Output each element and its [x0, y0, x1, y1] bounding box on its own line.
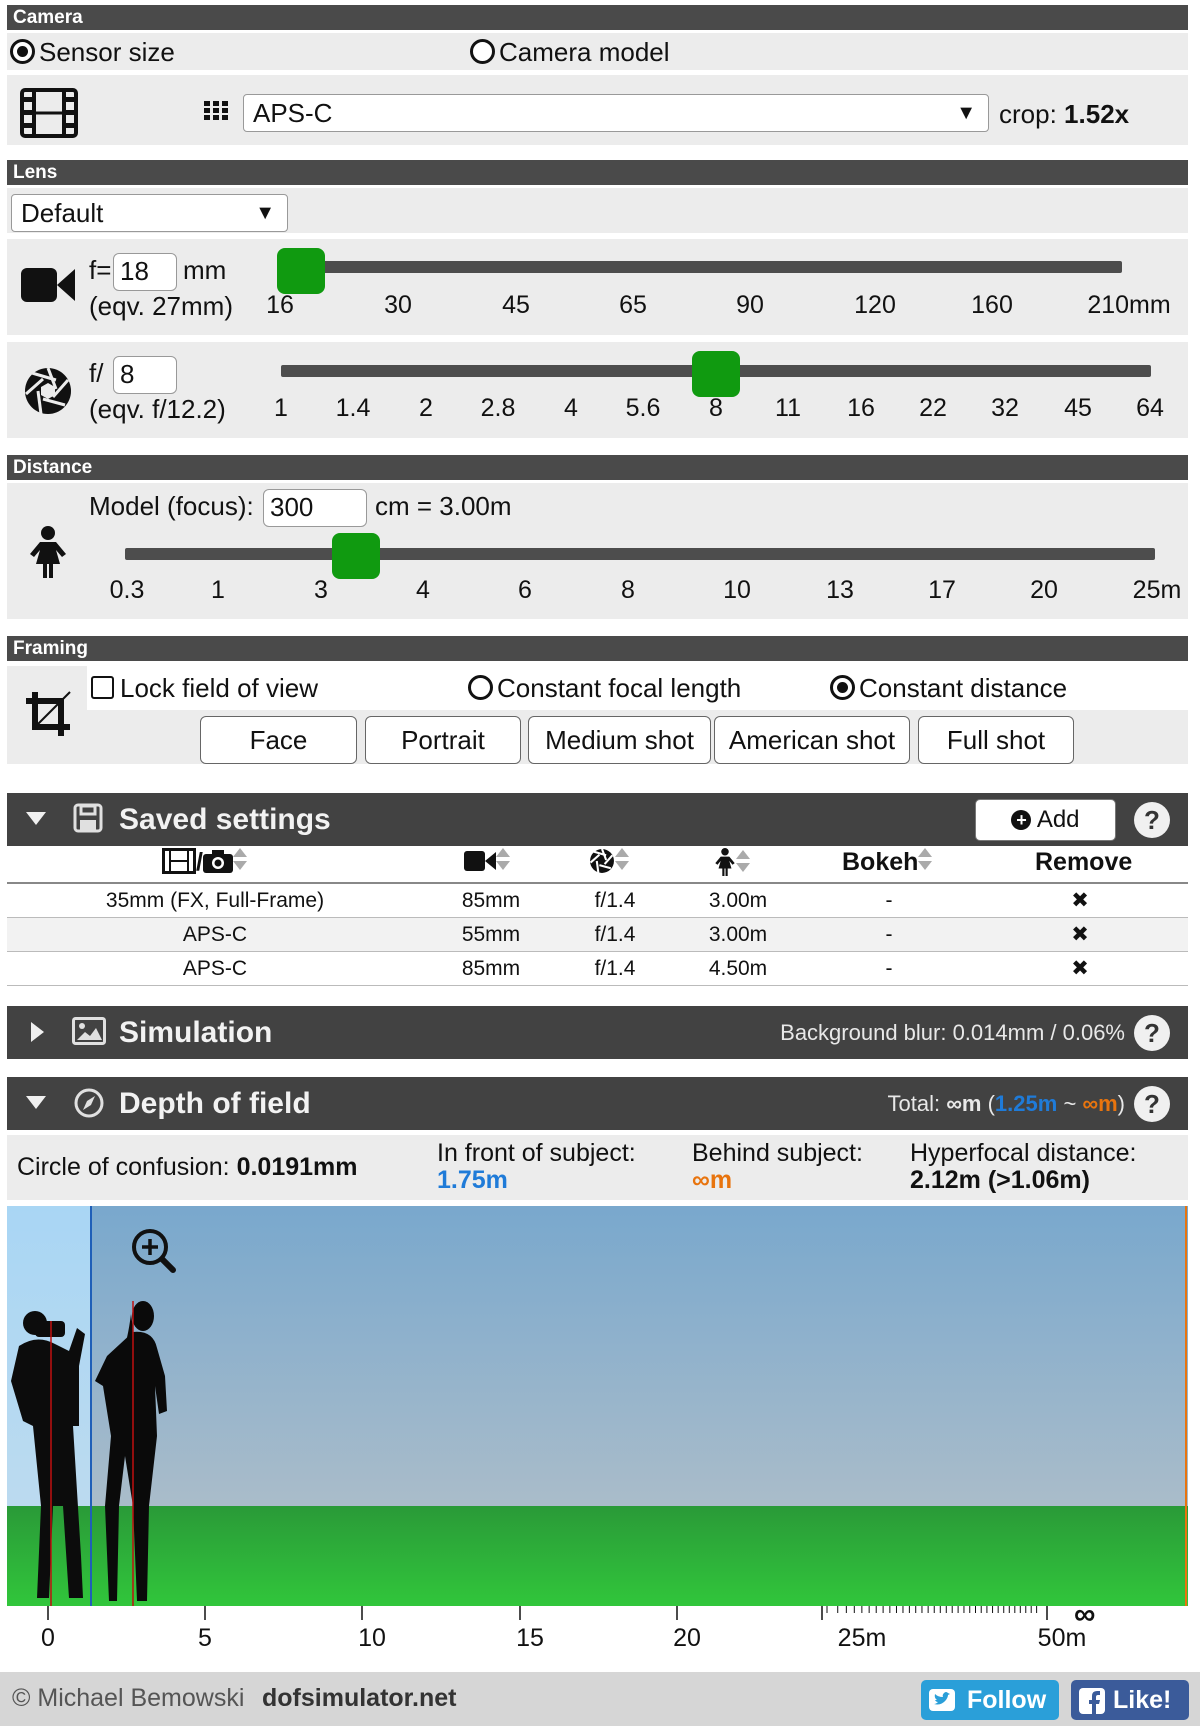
range-separator: ~	[1063, 1091, 1077, 1116]
behind-value: ∞m	[692, 1166, 733, 1194]
add-label: Add	[1036, 806, 1080, 833]
sort-focal-column[interactable]	[464, 848, 510, 877]
radio-unchecked-icon	[470, 39, 495, 64]
aperture-slider-thumb[interactable]	[692, 351, 740, 397]
distance-panel	[7, 483, 1188, 619]
front-label: In front of subject:	[437, 1139, 636, 1167]
medium-shot-button[interactable]: Medium shot	[528, 716, 711, 764]
infinity-label: ∞	[1074, 1598, 1096, 1631]
tick-label: 90	[736, 291, 764, 319]
sort-bokeh-column[interactable]	[842, 848, 932, 877]
remove-row-icon[interactable]: ✖	[1071, 957, 1089, 980]
lock-fov-checkbox[interactable]	[91, 673, 318, 704]
aperture-prefix: f/	[89, 358, 104, 388]
hyperfocal-label: Hyperfocal distance:	[910, 1139, 1137, 1167]
add-setting-button[interactable]	[975, 799, 1116, 841]
image-icon	[72, 1017, 106, 1045]
tick-label: 45	[502, 291, 530, 319]
distance-label: Model (focus):	[89, 491, 254, 521]
tick-label: 4	[416, 576, 430, 604]
camera-icon	[203, 849, 233, 873]
camera-model-radio[interactable]	[470, 37, 670, 68]
tick-label: 10	[723, 576, 751, 604]
aperture-icon	[23, 366, 73, 416]
row-distance: 3.00m	[708, 889, 768, 912]
distance-slider[interactable]	[125, 548, 1155, 560]
distance-input[interactable]: 300	[263, 489, 367, 527]
american-shot-button[interactable]: American shot	[714, 716, 910, 764]
background-blur-text: Background blur: 0.014mm / 0.06%	[780, 1020, 1125, 1045]
facebook-icon	[1079, 1688, 1105, 1714]
radio-checked-icon	[10, 39, 35, 64]
tick-label: 5.6	[625, 394, 661, 422]
ruler-label: 50m	[1037, 1624, 1087, 1652]
bokeh-column-label: Bokeh	[842, 848, 919, 876]
sort-arrows-icon	[736, 850, 750, 874]
dof-info-panel	[7, 1135, 1188, 1200]
constant-focal-label: Constant focal length	[497, 673, 742, 703]
dof-title: Depth of field	[119, 1087, 311, 1120]
constant-focal-radio[interactable]	[468, 673, 741, 704]
behind-label: Behind subject:	[692, 1139, 863, 1167]
row-sensor: APS-C	[182, 923, 248, 946]
focal-length-panel	[7, 239, 1188, 335]
sort-arrows-icon	[615, 848, 629, 872]
coc-info	[17, 1153, 358, 1182]
footer	[0, 1672, 1200, 1726]
row-focal: 85mm	[461, 889, 521, 912]
row-aperture: f/1.4	[594, 923, 636, 946]
framing-header: Framing	[7, 636, 1188, 661]
distance-slider-thumb[interactable]	[332, 533, 380, 579]
remove-column-label: Remove	[1035, 848, 1133, 876]
person-icon	[29, 526, 67, 578]
near-limit: 1.25m	[994, 1091, 1058, 1116]
sensor-select-value: APS-C	[253, 98, 333, 128]
aperture-equivalent: (eqv. f/12.2)	[89, 394, 226, 424]
like-label: Like!	[1113, 1686, 1172, 1714]
sensor-size-label: Sensor size	[39, 37, 175, 67]
focal-length-input[interactable]: 18	[113, 253, 177, 291]
row-distance: 4.50m	[708, 957, 768, 980]
dof-header[interactable]	[7, 1077, 1188, 1130]
saved-settings-title: Saved settings	[119, 803, 331, 836]
tick-label: 0.3	[109, 576, 145, 604]
tick-label: 11	[775, 394, 801, 422]
tick-label: 3	[314, 576, 328, 604]
copyright-text: © Michael Bemowski	[12, 1684, 245, 1712]
ruler-label: 15	[516, 1624, 544, 1652]
tick-label: 22	[919, 394, 947, 422]
row-focal: 55mm	[461, 923, 521, 946]
tick-label: 13	[826, 576, 854, 604]
radio-checked-icon	[830, 675, 855, 700]
total-label: Total:	[887, 1091, 941, 1116]
sort-sensor-column[interactable]: /	[162, 848, 247, 877]
person-icon	[714, 848, 736, 876]
focal-equivalent: (eqv. 27mm)	[89, 291, 233, 321]
lens-preset-select[interactable]	[11, 194, 288, 232]
tick-label: 210mm	[1087, 291, 1171, 319]
total-value: ∞m	[946, 1091, 982, 1116]
checkbox-icon	[91, 676, 114, 699]
crop-value: 1.52x	[1064, 99, 1130, 129]
camera-mode-panel	[7, 33, 1188, 70]
plus-circle-icon: +	[1011, 810, 1031, 830]
focal-prefix: f=	[89, 255, 112, 285]
tick-label: 6	[518, 576, 532, 604]
tick-label: 4	[564, 394, 578, 422]
sort-arrows-icon	[918, 848, 932, 872]
full-shot-button[interactable]: Full shot	[918, 716, 1074, 764]
tick-label: 64	[1136, 394, 1164, 422]
tick-label: 16	[266, 291, 294, 319]
film-icon	[20, 88, 78, 138]
tick-label: 2.8	[480, 394, 516, 422]
tick-label: 45	[1064, 394, 1092, 422]
tick-label: 160	[971, 291, 1013, 319]
sensor-select[interactable]	[243, 94, 989, 132]
lock-fov-label: Lock field of view	[120, 673, 318, 703]
simulation-title: Simulation	[119, 1016, 273, 1049]
ruler-label: 25m	[837, 1624, 887, 1652]
distance-unit: cm = 3.00m	[375, 491, 512, 521]
tick-label: 1	[211, 576, 225, 604]
dof-total: Total: ∞m (1.25m ~ ∞m)	[887, 1091, 1125, 1116]
aperture-input[interactable]: 8	[113, 356, 177, 394]
sort-aperture-column[interactable]	[589, 848, 629, 877]
aperture-icon	[589, 848, 615, 874]
twitter-follow-button[interactable]	[921, 1680, 1059, 1720]
simulation-help-icon[interactable]: ?	[1134, 1015, 1170, 1051]
remove-row-icon[interactable]: ✖	[1071, 923, 1089, 946]
tick-label: 2	[419, 394, 433, 422]
crop-label: crop:	[999, 99, 1057, 129]
tick-label: 16	[847, 394, 875, 422]
focal-unit: mm	[183, 255, 227, 285]
radio-unchecked-icon	[468, 675, 493, 700]
dof-help-icon[interactable]: ?	[1134, 1086, 1170, 1122]
sort-arrows-icon	[233, 848, 247, 872]
table-row	[7, 952, 1188, 986]
row-bokeh: -	[885, 957, 893, 980]
video-camera-icon	[464, 849, 496, 873]
coc-label: Circle of confusion:	[17, 1153, 230, 1181]
follow-label: Follow	[967, 1686, 1047, 1714]
tick-label: 8	[709, 394, 723, 422]
twitter-icon	[929, 1689, 955, 1711]
constant-distance-label: Constant distance	[859, 673, 1068, 703]
collapse-triangle-icon[interactable]	[26, 812, 46, 826]
crop-icon	[24, 690, 72, 738]
row-aperture: f/1.4	[594, 889, 636, 912]
row-bokeh: -	[885, 923, 893, 946]
dropdown-arrow-icon: ▼	[255, 202, 275, 224]
tick-label: 65	[619, 291, 647, 319]
compass-icon	[73, 1087, 105, 1119]
remove-row-icon[interactable]: ✖	[1071, 889, 1089, 912]
focal-length-slider[interactable]	[277, 261, 1122, 273]
ruler-label: 10	[358, 1624, 386, 1652]
collapse-triangle-icon[interactable]	[26, 1096, 46, 1110]
focal-length-slider-thumb[interactable]	[277, 248, 325, 294]
ruler-label: 5	[198, 1624, 212, 1652]
ruler-label: 0	[41, 1624, 55, 1652]
row-aperture: f/1.4	[594, 957, 636, 980]
row-focal: 85mm	[461, 957, 521, 980]
ruler-label: 20	[673, 1624, 701, 1652]
sensor-panel	[7, 75, 1188, 145]
row-bokeh: -	[885, 889, 893, 912]
lens-header: Lens	[7, 160, 1188, 185]
row-distance: 3.00m	[708, 923, 768, 946]
saved-settings-header[interactable]	[7, 793, 1188, 846]
tick-label: 32	[991, 394, 1019, 422]
front-value: 1.75m	[437, 1166, 508, 1194]
table-row	[7, 918, 1188, 952]
row-sensor: APS-C	[182, 957, 248, 980]
hyperfocal-value: 2.12m (>1.06m)	[910, 1166, 1090, 1194]
expand-triangle-icon[interactable]	[31, 1022, 45, 1042]
row-sensor: 35mm (FX, Full-Frame)	[105, 889, 325, 912]
camera-model-label: Camera model	[499, 37, 670, 67]
crop-factor	[999, 99, 1129, 130]
tick-label: 8	[621, 576, 635, 604]
aperture-panel	[7, 342, 1188, 438]
saved-help-icon[interactable]: ?	[1134, 802, 1170, 838]
tick-label: 1	[274, 394, 288, 422]
tick-label: 30	[384, 291, 412, 319]
site-link[interactable]: dofsimulator.net	[262, 1684, 457, 1712]
tick-label: 120	[854, 291, 896, 319]
camera-header: Camera	[7, 5, 1188, 30]
dof-scene[interactable]	[7, 1206, 1188, 1606]
simulation-header[interactable]	[7, 1006, 1188, 1059]
face-button[interactable]: Face	[200, 716, 357, 764]
table-row	[7, 884, 1188, 918]
sensor-size-radio[interactable]	[10, 37, 175, 68]
constant-distance-radio[interactable]	[830, 673, 1067, 704]
sort-distance-column[interactable]	[714, 848, 750, 879]
tick-label: 17	[928, 576, 956, 604]
sort-arrows-icon	[496, 848, 510, 872]
tick-label: 1.4	[335, 394, 371, 422]
distance-header: Distance	[7, 455, 1188, 480]
portrait-button[interactable]: Portrait	[365, 716, 521, 764]
video-camera-icon	[21, 265, 75, 305]
film-icon	[162, 848, 196, 874]
distance-ruler	[7, 1606, 1188, 1626]
save-icon	[73, 803, 103, 833]
facebook-like-button[interactable]	[1071, 1680, 1189, 1720]
tick-label: 25m	[1132, 576, 1182, 604]
lens-preset-value: Default	[21, 198, 104, 228]
dropdown-arrow-icon: ▼	[956, 102, 976, 124]
far-limit: ∞m	[1082, 1091, 1118, 1116]
grid-icon	[204, 101, 229, 121]
lens-preset-panel	[7, 188, 1188, 233]
tick-label: 20	[1030, 576, 1058, 604]
coc-value: 0.0191mm	[236, 1153, 358, 1181]
